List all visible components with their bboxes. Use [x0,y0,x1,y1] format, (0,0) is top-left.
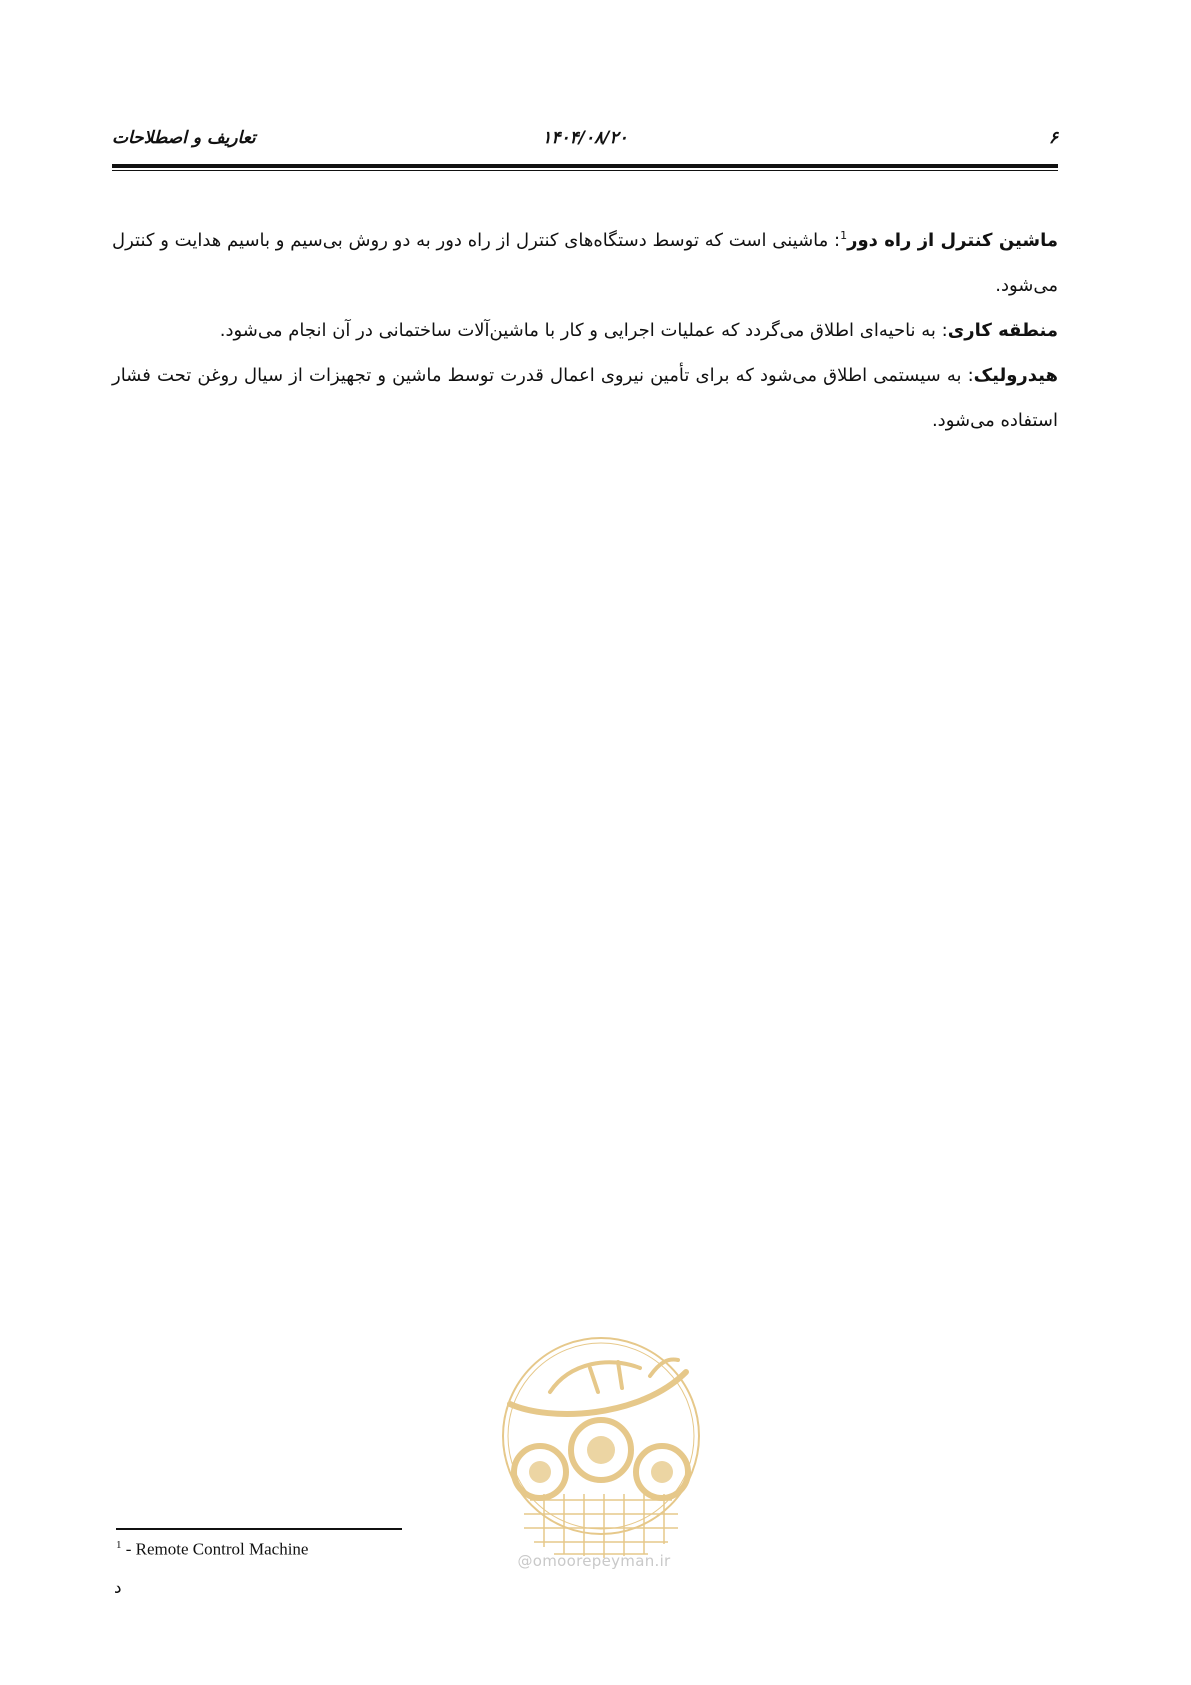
footnote-text: - Remote Control Machine [121,1539,309,1559]
page-header [112,128,1058,154]
definition-text: به سیستمی اطلاق می‌شود که برای تأمین نیروی اعمال قدرت توسط ماشین و تجهیزات از سیال روغن تحت فشار استفاده می‌شود. [112,365,1058,431]
header-rule-thin [112,170,1058,171]
header-section-title: تعاریف و اصطلاحات [112,128,256,148]
footnote [116,1539,308,1560]
header-page-number: ۶ [1048,128,1058,148]
watermark-logo [490,1332,712,1572]
page-letter: د [114,1578,122,1598]
definition-text: ماشینی است که توسط دستگاه‌های کنترل از راه دور به دو روش بی‌سیم و باسیم هدایت و کنترل می‌شود. [112,230,1058,296]
definition-term: ماشین کنترل از راه دور [847,230,1058,251]
definition-paragraph [112,218,1058,308]
definition-paragraph [112,308,1058,353]
definition-separator: : [961,365,974,386]
footnote-reference[interactable]: 1 [840,229,848,242]
header-date: ۱۴۰۴/۰۸/۲۰ [542,128,628,148]
definitions-body [112,218,1058,443]
definition-paragraph [112,353,1058,443]
definition-separator: : [828,230,841,251]
definition-term: هیدرولیک [973,365,1058,386]
footnote-number: 1 [116,1539,122,1551]
header-rule-thick [112,164,1058,168]
definition-text: به ناحیه‌ای اطلاق می‌گردد که عملیات اجرایی و کار با ماشین‌آلات ساختمانی در آن انجام می‌شود. [219,320,936,341]
footnote-separator [116,1528,402,1530]
watermark-caption: @omoorepeyman.ir [517,1552,671,1570]
definition-term: منطقه کاری [947,320,1058,341]
definition-separator: : [935,320,948,341]
